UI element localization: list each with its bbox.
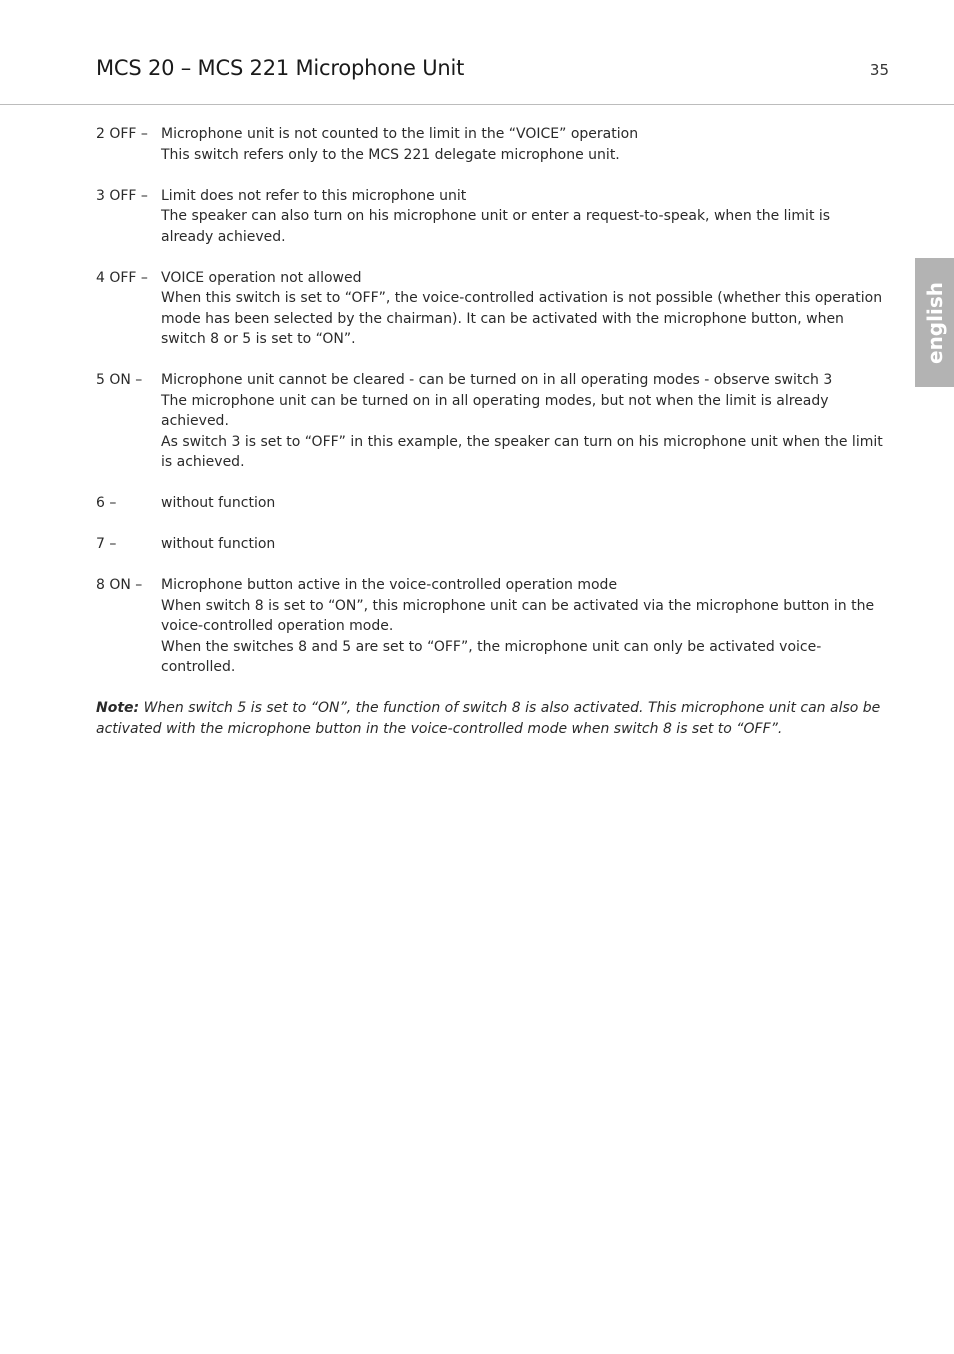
list-item [96, 370, 886, 473]
description-line: When this switch is set to “OFF”, the voice-controlled activation is not possible (whether this operation mode has been selected by the chairman). It can be activated with the microphone button, when switch 8 or 5 is set to “ON”. [161, 290, 883, 347]
switch-description [161, 575, 886, 678]
list-item [96, 493, 886, 514]
description-line: When switch 8 is set to “ON”, this microphone unit can be activated via the microphone button in the voice-controlled operation mode. [161, 597, 875, 634]
list-item [96, 186, 886, 248]
switch-key: 4 OFF – [96, 269, 148, 286]
description-line: without function [161, 495, 276, 511]
description-line: Microphone button active in the voice-controlled operation mode [161, 577, 618, 593]
description-line: When the switches 8 and 5 are set to “OFF”, the microphone unit can only be activated voice-controlled. [161, 638, 822, 675]
header-divider [0, 104, 954, 105]
description-line: As switch 3 is set to “OFF” in this example, the speaker can turn on his microphone unit when the limit is achieved. [161, 433, 883, 470]
language-tab [915, 258, 954, 387]
language-tab-label: english [922, 281, 947, 364]
switch-key: 3 OFF – [96, 187, 148, 204]
switch-description [161, 534, 886, 555]
note-paragraph [96, 698, 886, 739]
description-line: Microphone unit cannot be cleared - can be turned on in all operating modes - observe switch 3 [161, 372, 833, 388]
list-item [96, 575, 886, 678]
description-line: This switch refers only to the MCS 221 delegate microphone unit. [161, 146, 620, 163]
switch-key: 8 ON – [96, 577, 143, 593]
switch-description [161, 268, 886, 350]
page-number: 35 [869, 61, 889, 79]
switch-description [161, 493, 886, 514]
description-line: VOICE operation not allowed [161, 269, 362, 286]
switch-key: 2 OFF – [96, 126, 148, 142]
list-item [96, 124, 886, 165]
switch-key: 6 – [96, 495, 117, 511]
description-line: The microphone unit can be turned on in all operating modes, but not when the limit is already achieved. [161, 392, 829, 429]
switch-key: 5 ON – [96, 372, 143, 388]
list-item [96, 534, 886, 555]
list-item [96, 268, 886, 350]
description-line: Limit does not refer to this microphone unit [161, 187, 467, 204]
switch-description [161, 124, 886, 165]
page-title: MCS 20 – MCS 221 Microphone Unit [96, 56, 465, 80]
switch-settings-list [96, 124, 886, 739]
description-line: The speaker can also turn on his microphone unit or enter a request-to-speak, when the limit is already achieved. [161, 208, 831, 245]
switch-key: 7 – [96, 536, 117, 552]
note-label: Note: [96, 700, 140, 716]
description-line: Microphone unit is not counted to the limit in the “VOICE” operation [161, 126, 639, 142]
switch-description [161, 186, 886, 248]
description-line: without function [161, 536, 276, 552]
switch-description [161, 370, 886, 473]
note-text: When switch 5 is set to “ON”, the function of switch 8 is also activated. This microphone unit can also be activated with the microphone button in the voice-controlled mode when switch 8 is set to “OFF”. [96, 700, 881, 737]
